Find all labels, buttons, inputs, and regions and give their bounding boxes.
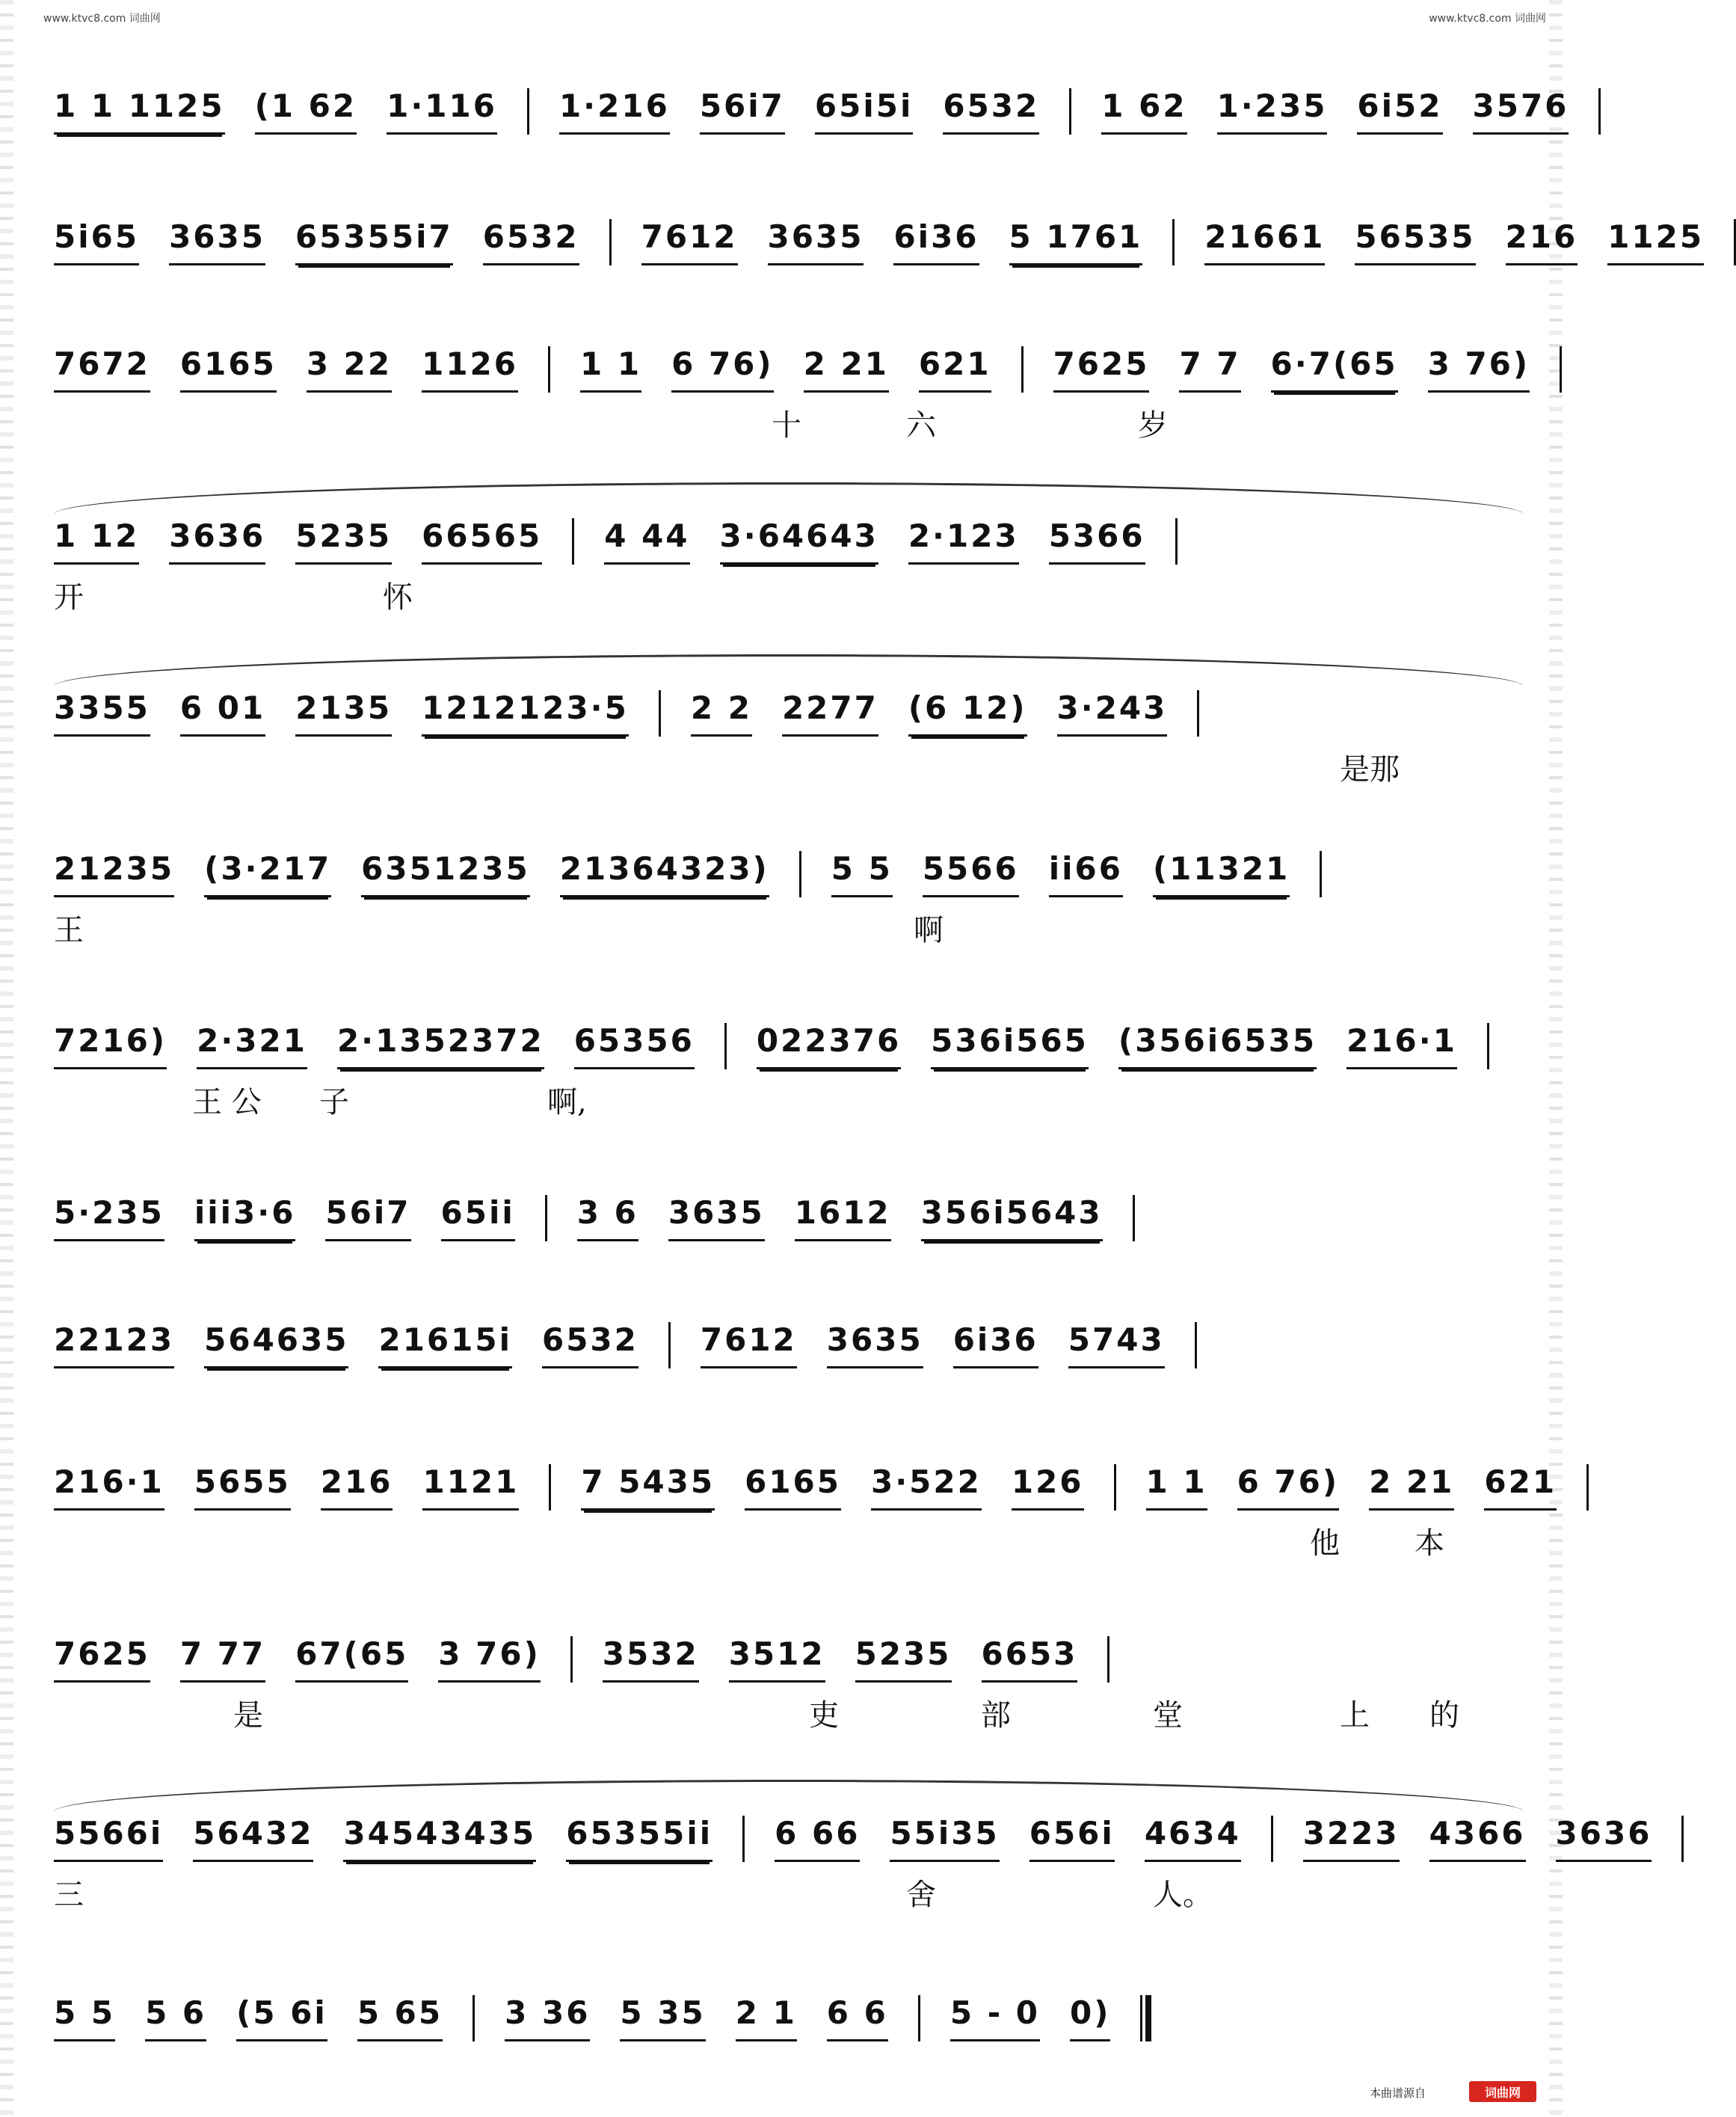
note-group: 022376 <box>757 1025 901 1069</box>
note-group: 216 <box>1506 221 1578 265</box>
note-group: 5 - 0 <box>950 1997 1040 2041</box>
note-group: 621 <box>919 348 991 393</box>
note-group: 5i65 <box>54 221 139 265</box>
note-group: 5366 <box>1049 520 1145 565</box>
site-logo[interactable]: 词曲网 <box>1469 2081 1536 2102</box>
note-group: 216·1 <box>1346 1025 1457 1069</box>
note-group: 6i52 <box>1357 90 1442 135</box>
note-group: 3532 <box>603 1638 699 1683</box>
barline <box>473 1995 475 2041</box>
slur-mark <box>54 482 1524 514</box>
notation-row <box>54 345 1530 393</box>
note-group: 21235 <box>54 853 174 897</box>
note-group: 2135 <box>295 692 392 737</box>
note-group: 7 5435 <box>581 1466 715 1511</box>
note-group: 56432 <box>193 1818 313 1862</box>
note-group: 564635 <box>204 1324 348 1368</box>
watermark-right: www.ktvc8.com 词曲网 <box>1429 13 1546 25</box>
notation-row <box>54 218 1705 265</box>
final-barline <box>1140 1995 1151 2041</box>
notation-row <box>54 87 1569 135</box>
lyrics-row <box>54 1078 1524 1120</box>
note-group: 7216) <box>54 1025 167 1069</box>
note-group: 3 76) <box>1428 348 1530 393</box>
lyrics-row <box>54 574 1524 615</box>
note-group: 3·522 <box>871 1466 982 1511</box>
note-group: 3223 <box>1303 1818 1400 1862</box>
barline <box>549 1464 551 1511</box>
barline <box>1195 1322 1197 1368</box>
note-group: 55i35 <box>890 1818 999 1862</box>
lyric-text: 怀 <box>383 580 413 615</box>
note-group: 1 12 <box>54 520 139 565</box>
note-group: 65i5i <box>815 90 913 135</box>
barline <box>1320 851 1322 897</box>
note-group: 2·321 <box>197 1025 307 1069</box>
barline <box>918 1995 920 2041</box>
note-group: 1 1 <box>580 348 641 393</box>
score-line <box>0 1406 1563 1585</box>
score-line <box>0 793 1563 972</box>
note-group: 5 65 <box>357 1997 443 2041</box>
barline <box>659 690 661 737</box>
note-group: 7612 <box>701 1324 797 1368</box>
lyric-text: 的 <box>1429 1698 1459 1733</box>
barline <box>1586 1464 1589 1511</box>
barline <box>570 1636 573 1683</box>
note-group: 3635 <box>668 1197 765 1241</box>
lyrics-row <box>54 1692 1524 1733</box>
lyric-text: 岁 <box>1138 408 1168 443</box>
note-group: 656i <box>1029 1818 1115 1862</box>
note-group: 5 35 <box>620 1997 705 2041</box>
note-group: 1 1 1125 <box>54 90 225 135</box>
note-group: 7625 <box>1053 348 1150 393</box>
lyric-text: 堂 <box>1153 1698 1183 1733</box>
note-group: 1121 <box>422 1466 519 1511</box>
note-group: 5235 <box>295 520 392 565</box>
note-group: 3636 <box>169 520 265 565</box>
note-group: 1 1 <box>1146 1466 1207 1511</box>
note-group: 4 44 <box>604 520 689 565</box>
barline <box>527 88 529 135</box>
note-group: 1·116 <box>387 90 497 135</box>
lyric-text: 六 <box>906 408 936 443</box>
score-line <box>0 1937 1563 2116</box>
source-note: 本曲谱源自 <box>1370 2086 1426 2100</box>
lyric-text: 是 <box>233 1698 263 1733</box>
note-group: 3636 <box>1556 1818 1652 1862</box>
note-group: 65355i7 <box>295 221 453 265</box>
note-group: 1·235 <box>1217 90 1328 135</box>
barline <box>545 1195 547 1241</box>
note-group: 356i5643 <box>921 1197 1103 1241</box>
note-group: 3576 <box>1473 90 1569 135</box>
barline <box>668 1322 671 1368</box>
note-group: 22123 <box>54 1324 174 1368</box>
note-group: 126 <box>1012 1466 1084 1511</box>
note-group: 3 6 <box>577 1197 638 1241</box>
score-line <box>0 1578 1563 1757</box>
note-group: 5 6 <box>145 1997 206 2041</box>
note-group: 21615i <box>378 1324 512 1368</box>
note-group: 65356 <box>574 1025 695 1069</box>
lyric-text: 上 <box>1340 1698 1370 1733</box>
note-group: 56i7 <box>700 90 785 135</box>
note-group: 65ii <box>441 1197 515 1241</box>
notation-row <box>54 690 1524 737</box>
watermark-left: www.ktvc8.com 词曲网 <box>43 13 161 25</box>
note-group: 5566i <box>54 1818 163 1862</box>
note-group: 0) <box>1070 1997 1110 2041</box>
barline <box>609 219 612 265</box>
note-group: 3 22 <box>307 348 392 393</box>
lyrics-row <box>54 402 1524 443</box>
note-group: 6·7(65 <box>1271 348 1398 393</box>
note-group: 5 1761 <box>1009 221 1143 265</box>
note-group: 2·1352372 <box>337 1025 544 1069</box>
note-group: iii3·6 <box>194 1197 296 1241</box>
note-group: 3635 <box>169 221 265 265</box>
notation-row <box>54 851 1524 897</box>
note-group: (6 12) <box>908 692 1027 737</box>
note-group: 6i36 <box>953 1324 1038 1368</box>
barline <box>724 1023 727 1069</box>
barline <box>572 518 574 565</box>
barline <box>1133 1195 1135 1241</box>
barline <box>1175 518 1178 565</box>
note-group: 4366 <box>1429 1818 1526 1862</box>
note-group: 4634 <box>1145 1818 1241 1862</box>
note-group: 56535 <box>1355 221 1475 265</box>
note-group: 621 <box>1484 1466 1557 1511</box>
score-line <box>0 460 1563 639</box>
note-group: 5566 <box>923 853 1019 897</box>
note-group: 536i565 <box>931 1025 1089 1069</box>
note-group: ii66 <box>1049 853 1123 897</box>
barline <box>1598 88 1601 135</box>
note-group: 216 <box>321 1466 393 1511</box>
note-group: 5·235 <box>54 1197 164 1241</box>
note-group: 1·216 <box>559 90 670 135</box>
barline <box>1172 219 1175 265</box>
note-group: 6 66 <box>775 1818 860 1862</box>
lyric-text: 他 <box>1310 1526 1340 1561</box>
lyric-text: 人。 <box>1153 1878 1213 1912</box>
note-group: 6532 <box>483 221 579 265</box>
note-group: 6165 <box>180 348 277 393</box>
note-group: 21661 <box>1204 221 1325 265</box>
note-group: 2 1 <box>736 1997 797 2041</box>
note-group: 3 36 <box>505 1997 590 2041</box>
note-group: (3·217 <box>204 853 331 897</box>
note-group: 66565 <box>422 520 542 565</box>
barline <box>1069 88 1071 135</box>
notation-row <box>54 518 1524 565</box>
note-group: 7 7 <box>1179 348 1240 393</box>
note-group: (5 6i <box>236 1997 327 2041</box>
notation-row <box>54 1463 1557 1511</box>
barline <box>1681 1816 1684 1862</box>
notation-row <box>54 1322 1524 1368</box>
note-group: 6 6 <box>827 1997 888 2041</box>
note-group: 5655 <box>194 1466 291 1511</box>
note-group: 7625 <box>54 1638 150 1683</box>
lyric-text: 吏 <box>809 1698 839 1733</box>
notation-row <box>54 1023 1524 1069</box>
note-group: 3·243 <box>1057 692 1168 737</box>
lyrics-row <box>54 1520 1524 1561</box>
note-group: 2277 <box>782 692 878 737</box>
lyric-text: 王 公 <box>192 1085 262 1119</box>
lyrics-row <box>54 746 1524 787</box>
note-group: 6i36 <box>893 221 979 265</box>
lyric-text: 十 <box>772 408 801 443</box>
slur-mark <box>54 1780 1524 1812</box>
note-group: 6351235 <box>361 853 530 897</box>
notation-row <box>54 1195 1524 1241</box>
barline <box>1560 346 1562 393</box>
note-group: 3355 <box>54 692 150 737</box>
lyrics-row <box>54 1871 1524 1913</box>
note-group: 1 62 <box>1101 90 1186 135</box>
note-group: 3635 <box>768 221 864 265</box>
note-group: 3635 <box>827 1324 923 1368</box>
note-group: 7 77 <box>180 1638 265 1683</box>
note-group: 67(65 <box>295 1638 408 1683</box>
note-group: 5743 <box>1068 1324 1165 1368</box>
note-group: 34543435 <box>343 1818 536 1862</box>
note-group: (11321 <box>1153 853 1290 897</box>
note-group: 1212123·5 <box>422 692 629 737</box>
note-group: 7672 <box>54 348 150 393</box>
note-group: 6532 <box>542 1324 638 1368</box>
barline <box>799 851 801 897</box>
lyric-text: 三 <box>54 1878 84 1912</box>
barline <box>1021 346 1024 393</box>
barline <box>548 346 550 393</box>
score-line <box>0 288 1563 467</box>
lyric-text: 舍 <box>906 1878 936 1912</box>
barline <box>1107 1636 1109 1683</box>
note-group: 3·64643 <box>720 520 878 565</box>
barline <box>1271 1816 1273 1862</box>
note-group: 6532 <box>943 90 1039 135</box>
note-group: 3512 <box>729 1638 825 1683</box>
note-group: 6 76) <box>671 348 774 393</box>
notation-row <box>54 1636 1524 1683</box>
lyric-text: 开 <box>54 580 84 615</box>
score-line <box>0 632 1563 811</box>
note-group: 7612 <box>641 221 738 265</box>
note-group: 6 01 <box>180 692 265 737</box>
note-group: 2 21 <box>1369 1466 1454 1511</box>
note-group: (1 62 <box>255 90 357 135</box>
lyric-text: 部 <box>981 1698 1011 1733</box>
score-line <box>0 1757 1652 1937</box>
notation-row <box>54 1815 1652 1862</box>
note-group: 6 76) <box>1237 1466 1340 1511</box>
lyric-text: 本 <box>1415 1526 1444 1561</box>
lyric-text: 啊, <box>547 1085 587 1119</box>
note-group: 6165 <box>745 1466 841 1511</box>
note-group: 5 5 <box>54 1997 115 2041</box>
score-line <box>0 965 1563 1144</box>
note-group: 5 5 <box>831 853 893 897</box>
note-group: 5235 <box>855 1638 952 1683</box>
note-group: 65355ii <box>566 1818 712 1862</box>
note-group: 6653 <box>982 1638 1078 1683</box>
lyric-text: 是那 <box>1340 752 1400 787</box>
note-group: 2·123 <box>908 520 1019 565</box>
note-group: 2 2 <box>691 692 752 737</box>
note-group: 1612 <box>795 1197 891 1241</box>
note-group: 216·1 <box>54 1466 164 1511</box>
lyric-text: 子 <box>319 1085 349 1119</box>
lyric-text: 啊 <box>914 913 944 947</box>
barline <box>1487 1023 1489 1069</box>
barline <box>1197 690 1199 737</box>
note-group: 56i7 <box>325 1197 410 1241</box>
note-group: (356i6535 <box>1118 1025 1317 1069</box>
note-group: 2 21 <box>804 348 889 393</box>
barline <box>742 1816 745 1862</box>
lyric-text: 王 <box>54 913 84 947</box>
notation-row <box>54 1995 1524 2041</box>
note-group: 3 76) <box>438 1638 541 1683</box>
note-group: 1125 <box>1607 221 1704 265</box>
note-group: 21364323) <box>560 853 769 897</box>
lyrics-row <box>54 906 1524 948</box>
note-group: 1126 <box>422 348 518 393</box>
slur-mark <box>54 654 1524 686</box>
barline <box>1114 1464 1116 1511</box>
